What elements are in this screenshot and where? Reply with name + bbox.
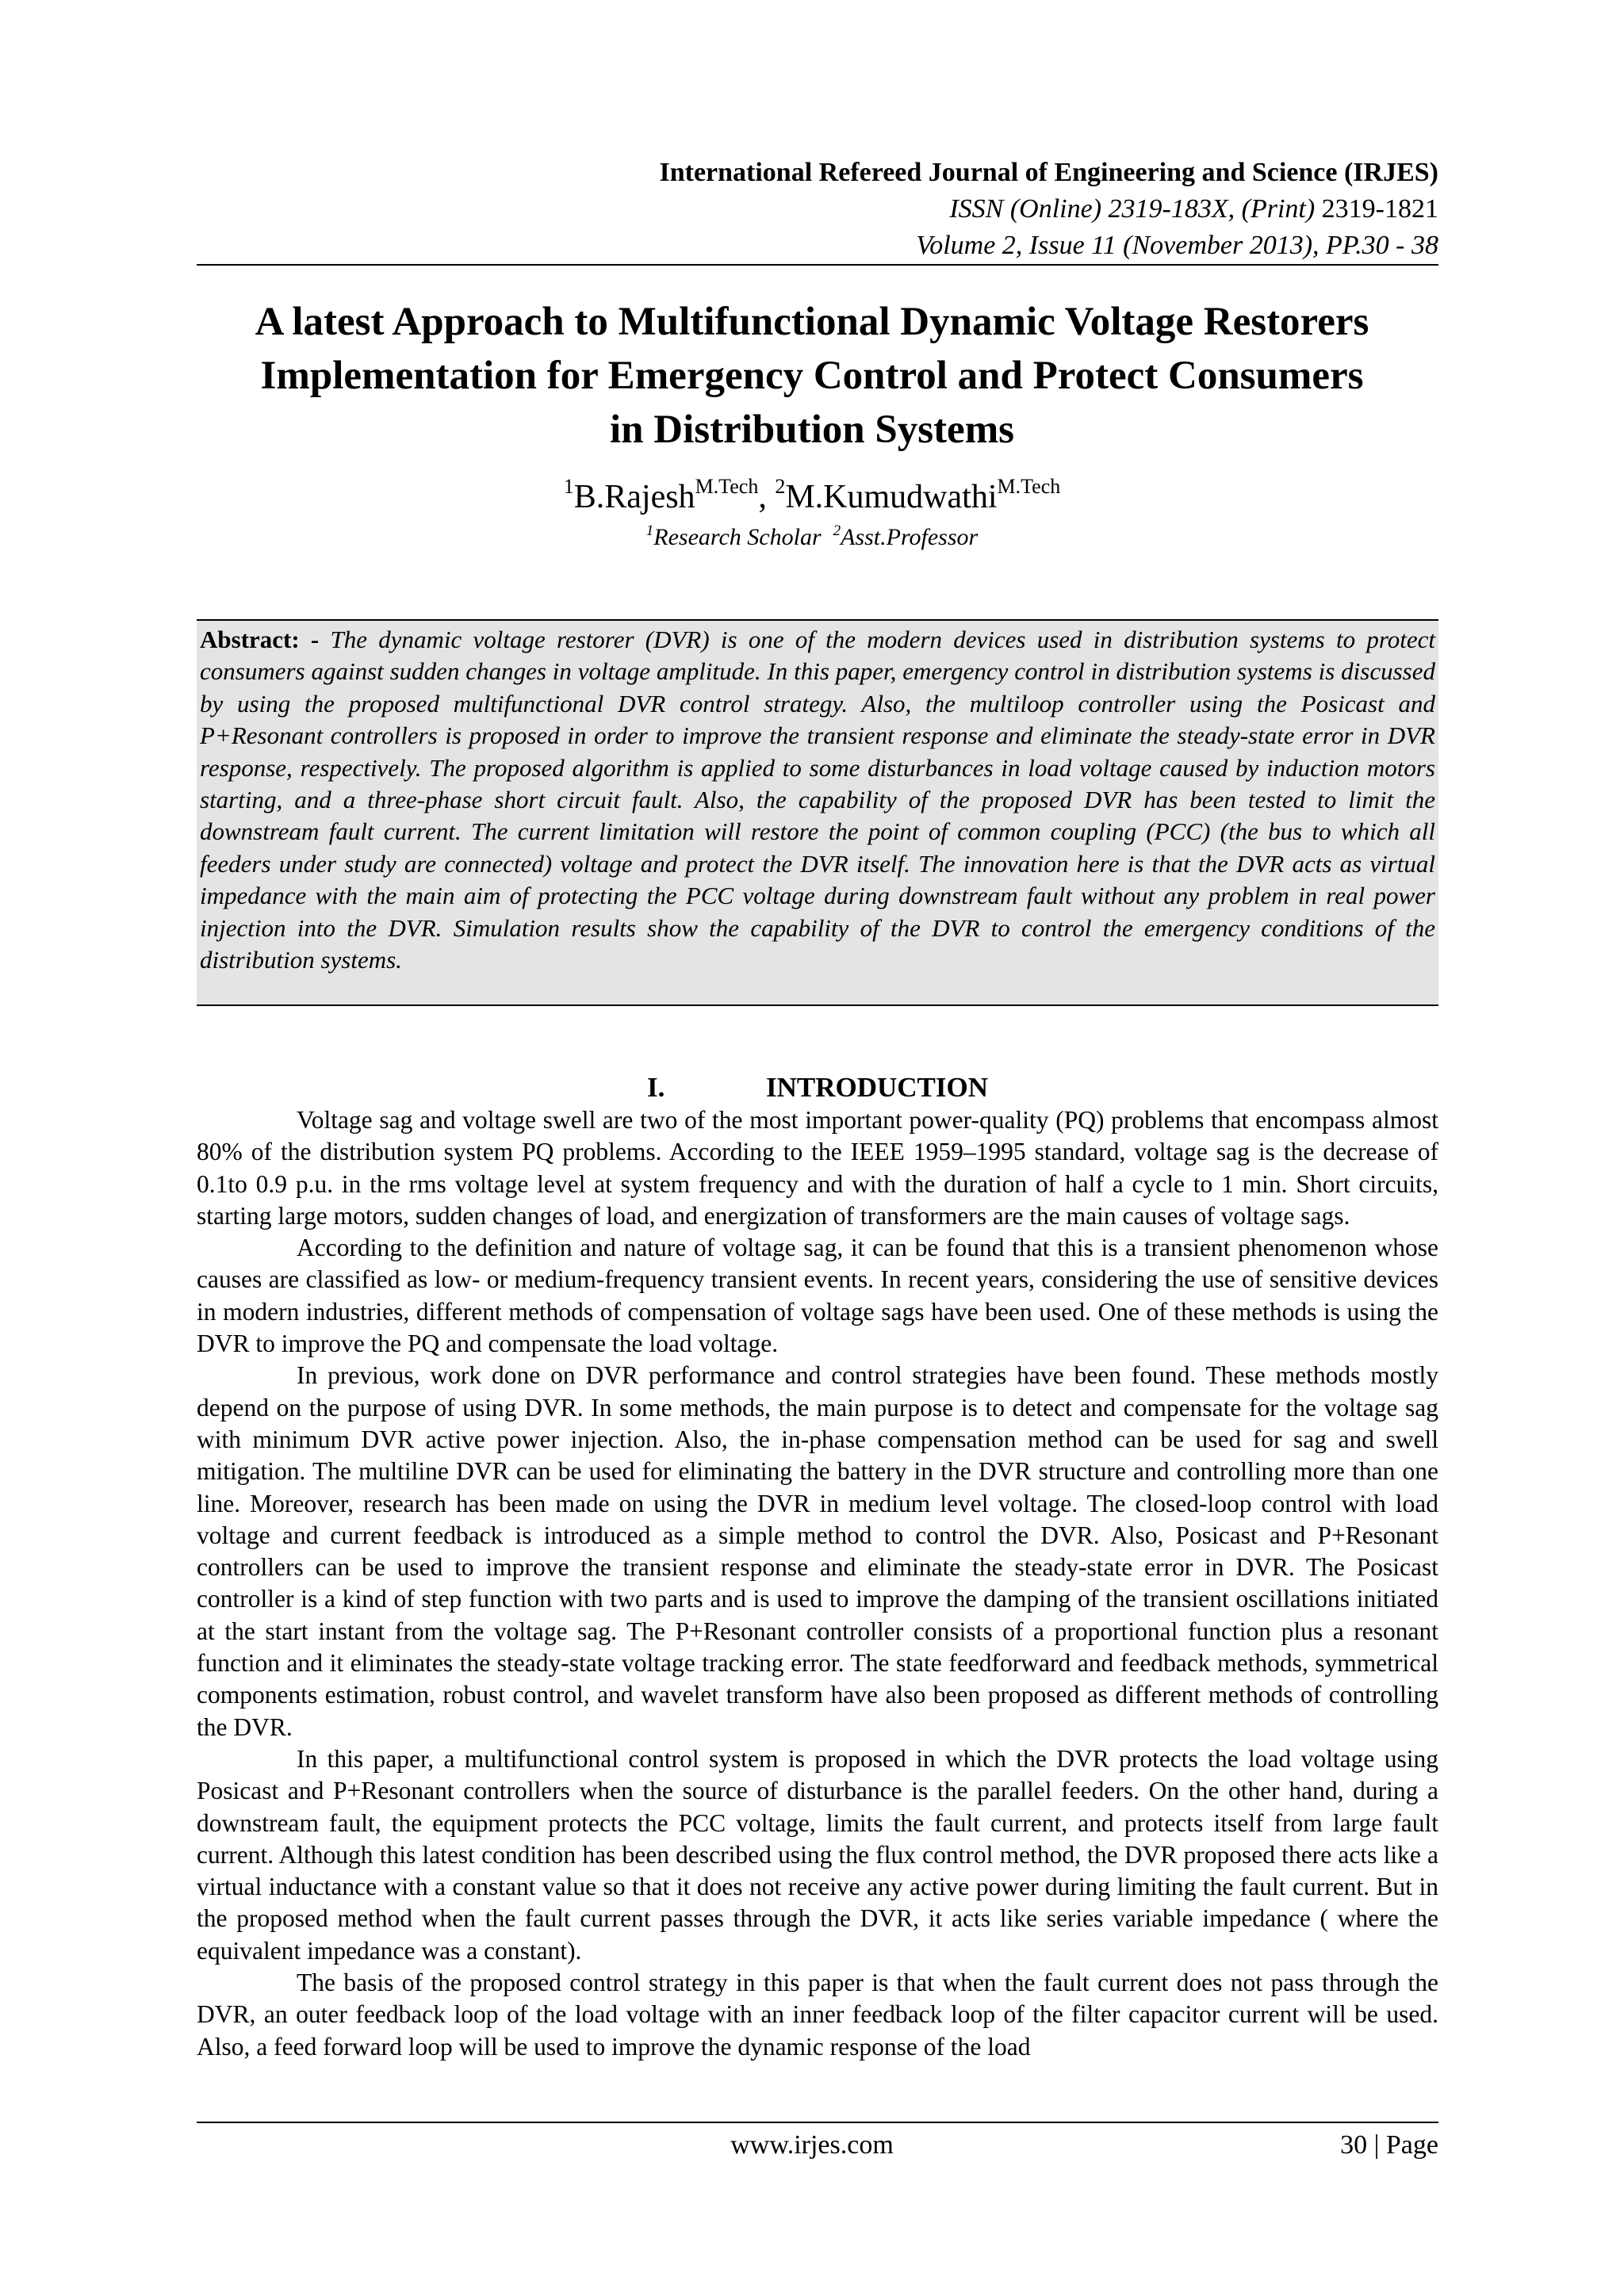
footer-url: www.irjes.com	[730, 2130, 894, 2160]
author-2-number: 2	[775, 475, 786, 498]
journal-volume	[659, 228, 1438, 264]
title-line-2: Implementation for Emergency Control and Protect Consumers	[260, 354, 1364, 398]
author-1-number: 1	[563, 475, 574, 498]
header-rule	[197, 264, 1438, 266]
journal-header	[659, 155, 1438, 264]
affiliation-1-number: 1	[645, 522, 654, 539]
author-affiliations	[159, 522, 1465, 553]
author-list	[159, 476, 1465, 519]
author-2-name: M.Kumudwathi	[785, 479, 998, 515]
body-paragraph: The basis of the proposed control strategy in this paper is that when the fault current does not pass through the DVR, an outer feedback loop of the load voltage with an inner feedback loop of the filter capacitor current will be used. Also, a feed forward loop will be used to improve the dynamic response of the load	[197, 1969, 1438, 2061]
affiliation-2: Asst.Professor	[841, 524, 979, 550]
body-paragraph: In previous, work done on DVR performance and control strategies have been found. These methods mostly depend on the purpose of using DVR. In some methods, the main purpose is to detect and compensate for the voltage sag with minimum DVR active power injection. Also, the in-phase compensation method can be used for sag and swell mitigation. The multiline DVR can be used for eliminating the battery in the DVR structure and controlling more than one line. Moreover, research has been made on using the DVR in medium level voltage. The closed-loop control with load voltage and current feedback is introduced as a simple method to control the DVR. Also, Posicast and P+Resonant controllers can be used to improve the transient response and eliminate the steady-state error in DVR. The Posicast controller is a kind of step function with two parts and is used to improve the damping of the transient oscillations initiated at the start instant from the voltage sag. The P+Resonant controller consists of a proportional function plus a resonant function and it eliminates the steady-state voltage tracking error. The state feedforward and feedback methods, symmetrical components estimation, robust control, and wavelet transform have also been proposed as different methods of controlling the DVR.	[197, 1361, 1438, 1741]
body-paragraph: Voltage sag and voltage swell are two of the most important power-quality (PQ) problems that encompass almost 80% of the distribution system PQ problems. According to the IEEE 1959–1995 standard, voltage sag is the decrease of 0.1to 0.9 p.u. in the rms voltage level at system frequency and with the duration of half a cycle to 1 min. Short circuits, starting large motors, sudden changes of load, and energization of transformers are the main causes of voltage sags.	[197, 1106, 1438, 1230]
journal-issn-print: 2319-1821	[1315, 194, 1438, 224]
journal-volume-text: Volume 2, Issue 11 (November 2013), PP.30 - 38	[916, 231, 1438, 260]
body-paragraph: In this paper, a multifunctional control system is proposed in which the DVR protects the load voltage using Posicast and P+Resonant controllers when the source of disturbance is the parallel feeders. On the other hand, during a downstream fault, the equipment protects the PCC voltage, limits the fault current, and protects itself from large fault current. Although this latest condition has been described using the flux control method, the DVR proposed there acts like a virtual inductance with a constant value so that it does not receive any active power during limiting the fault current. But in the proposed method when the fault current passes through the DVR, it acts like series variable impedance ( where the equivalent impedance was a constant).	[197, 1744, 1438, 1965]
journal-name: International Refereed Journal of Engineering and Science (IRJES)	[659, 158, 1438, 187]
affiliation-2-number: 2	[833, 522, 841, 539]
section-number: I.	[646, 1072, 665, 1103]
author-1-degree: M.Tech	[695, 475, 759, 498]
author-2-degree: M.Tech	[997, 475, 1061, 498]
journal-issn	[659, 191, 1438, 228]
section-heading	[197, 1070, 1438, 1105]
affiliation-1: Research Scholar	[653, 524, 822, 550]
abstract-paragraph	[200, 624, 1435, 976]
introduction-body	[197, 1104, 1438, 2063]
abstract-text: The dynamic voltage restorer (DVR) is one of the modern devices used in distribution systems to protect consumers against sudden changes in voltage amplitude. In this paper, emergency control in distribution systems is discussed by using the proposed multifunctional DVR control strategy. Also, the multiloop controller using the Posicast and P+Resonant controllers is proposed in order to improve the transient response and eliminate the steady-state error in DVR response, respectively. The proposed algorithm is applied to some disturbances in load voltage caused by induction motors starting, and a three-phase short circuit fault. Also, the capability of the proposed DVR has been tested to limit the downstream fault current. The current limitation will restore the point of common coupling (PCC) (the bus to which all feeders under study are connected) voltage and protect the DVR itself. The innovation here is that the DVR acts as virtual impedance with the main aim of protecting the PCC voltage during downstream fault without any problem in real power injection into the DVR. Simulation results show the capability of the DVR to control the emergency conditions of the distribution systems.	[200, 626, 1435, 974]
body-paragraph: According to the definition and nature of voltage sag, it can be found that this is a transient phenomenon whose causes are classified as low- or medium-frequency transient events. In recent years, considering the use of sensitive devices in modern industries, different methods of compensation of voltage sags have been used. One of these methods is using the DVR to improve the PQ and compensate the load voltage.	[197, 1234, 1438, 1358]
abstract-box	[197, 619, 1438, 1006]
title-line-3: in Distribution Systems	[609, 408, 1015, 452]
abstract-label: Abstract: -	[200, 626, 331, 653]
paper-title	[159, 295, 1465, 457]
section-title: INTRODUCTION	[765, 1072, 989, 1103]
journal-issn-italic: ISSN (Online) 2319-183X, (Print)	[949, 194, 1316, 224]
footer-rule	[197, 2122, 1438, 2123]
author-separator: ,	[758, 479, 776, 515]
author-1-name: B.Rajesh	[573, 479, 695, 515]
footer-page-number: 30 | Page	[1340, 2130, 1438, 2160]
title-line-1: A latest Approach to Multifunctional Dynamic Voltage Restorers	[255, 300, 1369, 344]
